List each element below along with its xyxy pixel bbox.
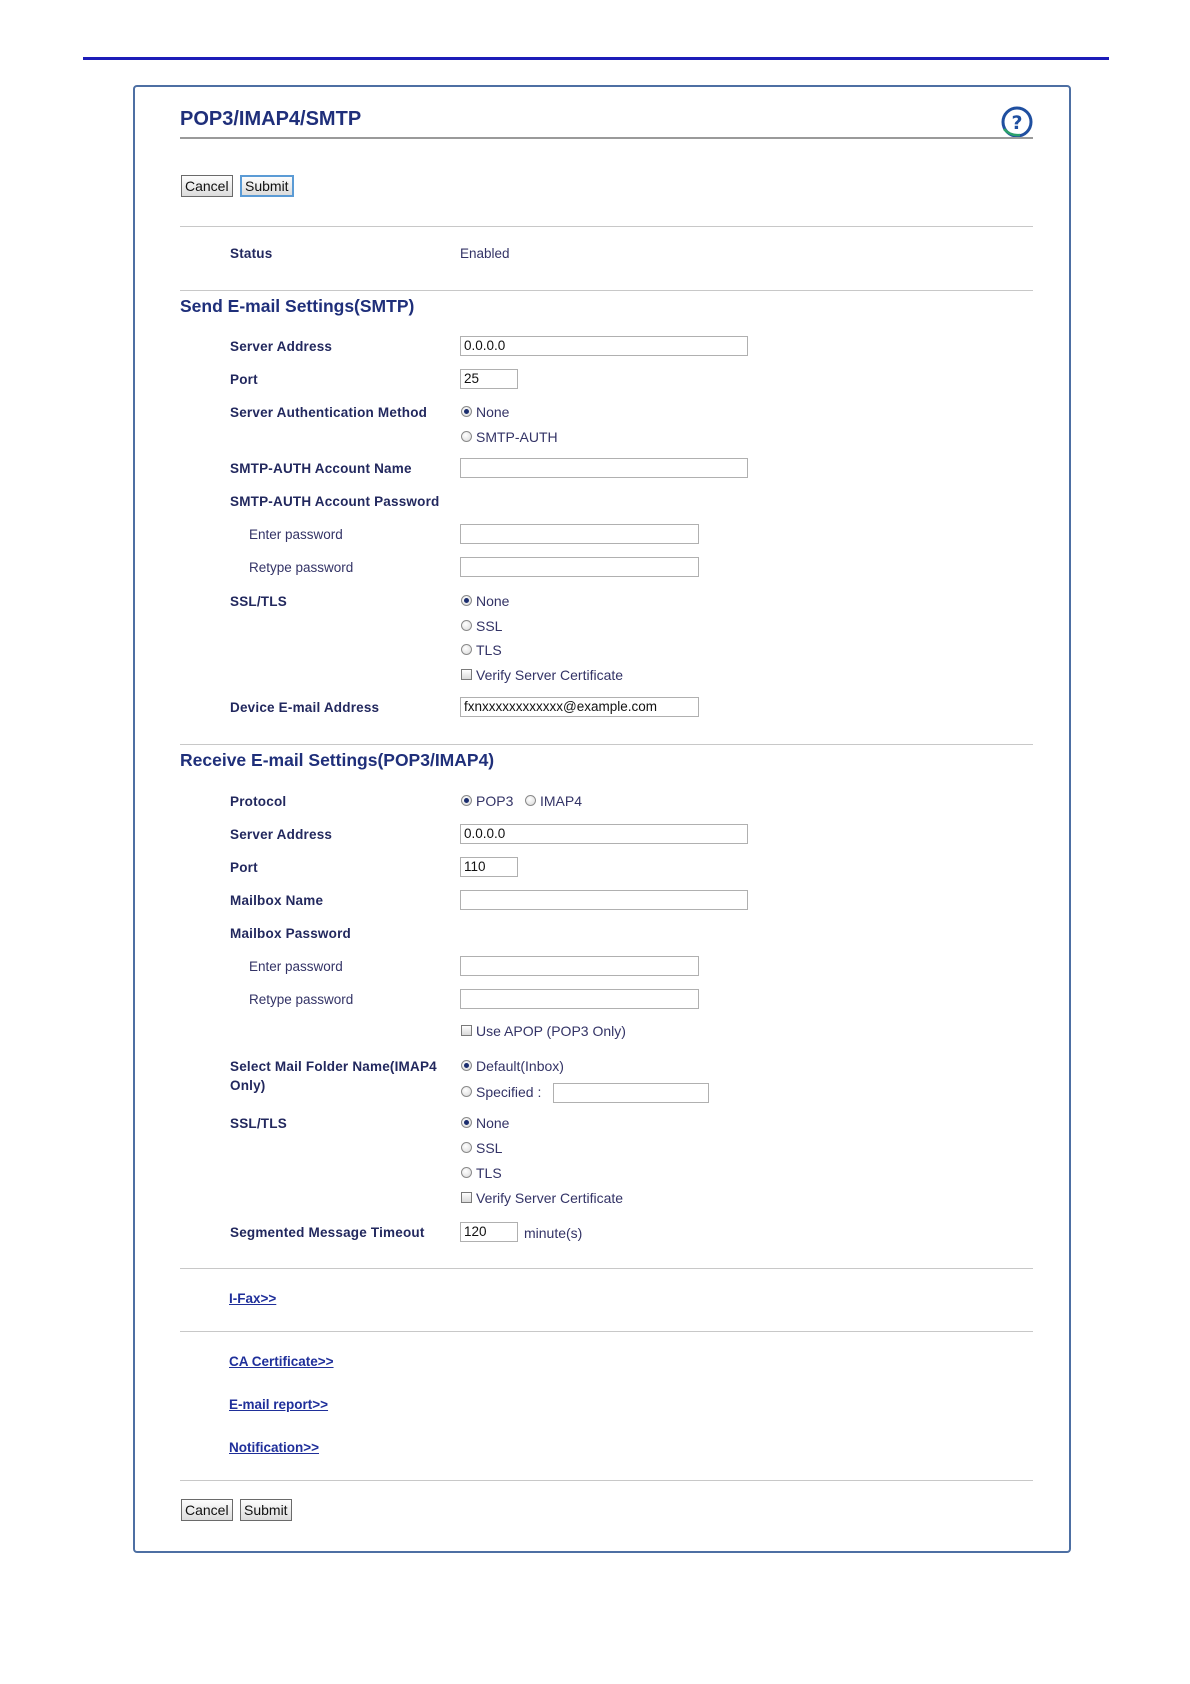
smtp-ssl-none-radio[interactable]: [461, 595, 472, 606]
protocol-imap4-label: IMAP4: [540, 793, 583, 809]
timeout-input[interactable]: 120: [460, 1222, 518, 1242]
help-icon[interactable]: [1000, 105, 1034, 139]
email-report-link[interactable]: E-mail report>>: [229, 1397, 329, 1412]
status-label: Status: [230, 246, 273, 261]
timeout-label: Segmented Message Timeout: [230, 1225, 425, 1240]
pop-ssl-ssl-label: SSL: [476, 1140, 503, 1156]
page-title: POP3/IMAP4/SMTP: [180, 108, 362, 130]
pop-retype-password-input[interactable]: [460, 989, 699, 1009]
smtp-retype-password-label: Retype password: [249, 560, 354, 575]
pop-enter-password-label: Enter password: [249, 959, 343, 974]
smtp-retype-password-input[interactable]: [460, 557, 699, 577]
pop-server-address-label: Server Address: [230, 827, 333, 842]
mailbox-name-label: Mailbox Name: [230, 893, 324, 908]
smtp-auth-smtpauth-label: SMTP-AUTH: [476, 429, 558, 445]
smtp-server-address-input[interactable]: 0.0.0.0: [460, 336, 748, 356]
smtp-ssl-tls-radio[interactable]: [461, 644, 472, 655]
pop-ssl-ssl-radio[interactable]: [461, 1142, 472, 1153]
pop-ssl-none-label: None: [476, 1115, 510, 1131]
smtp-account-password-label: SMTP-AUTH Account Password: [230, 494, 440, 509]
pop-port-input[interactable]: 110: [460, 857, 518, 877]
pop-server-address-input[interactable]: 0.0.0.0: [460, 824, 748, 844]
smtp-enter-password-input[interactable]: [460, 524, 699, 544]
smtp-ssl-label: SSL/TLS: [230, 594, 287, 609]
folder-default-radio[interactable]: [461, 1060, 472, 1071]
submit-button-top[interactable]: Submit: [240, 175, 294, 197]
submit-button-bottom[interactable]: Submit: [240, 1499, 292, 1521]
smtp-auth-smtpauth-radio[interactable]: [461, 431, 472, 442]
apop-checkbox[interactable]: [461, 1025, 472, 1036]
folder-specified-input[interactable]: [553, 1083, 709, 1103]
smtp-auth-none-radio[interactable]: [461, 406, 472, 417]
smtp-port-input[interactable]: 25: [460, 369, 518, 389]
smtp-enter-password-label: Enter password: [249, 527, 343, 542]
smtp-account-name-input[interactable]: [460, 458, 748, 478]
cancel-button-top[interactable]: Cancel: [181, 175, 233, 197]
smtp-verify-cert-label: Verify Server Certificate: [476, 667, 624, 683]
divider: [180, 744, 1033, 745]
protocol-pop3-label: POP3: [476, 793, 514, 809]
smtp-server-address-label: Server Address: [230, 339, 333, 354]
device-email-input[interactable]: fxnxxxxxxxxxxxx@example.com: [460, 697, 699, 717]
protocol-label: Protocol: [230, 794, 287, 809]
notification-link[interactable]: Notification>>: [229, 1440, 320, 1455]
top-divider-line: [83, 57, 1109, 60]
smtp-auth-method-label: Server Authentication Method: [230, 405, 428, 420]
folder-default-label: Default(Inbox): [476, 1058, 564, 1074]
protocol-pop3-radio[interactable]: [461, 795, 472, 806]
pop-verify-cert-label: Verify Server Certificate: [476, 1190, 624, 1206]
divider: [180, 226, 1033, 227]
mailbox-name-input[interactable]: [460, 890, 748, 910]
mail-folder-label-line1: Select Mail Folder Name(IMAP4: [230, 1059, 437, 1074]
device-email-label: Device E-mail Address: [230, 700, 380, 715]
divider: [180, 1268, 1033, 1269]
smtp-verify-cert-checkbox[interactable]: [461, 669, 472, 680]
smtp-port-label: Port: [230, 372, 258, 387]
pop-ssl-tls-label: TLS: [476, 1165, 502, 1181]
mailbox-password-label: Mailbox Password: [230, 926, 351, 941]
smtp-auth-none-label: None: [476, 404, 510, 420]
timeout-unit: minute(s): [524, 1225, 583, 1241]
title-underline: [180, 137, 1033, 139]
folder-specified-label: Specified :: [476, 1084, 542, 1100]
divider: [180, 1480, 1033, 1481]
pop-port-label: Port: [230, 860, 258, 875]
pop-ssl-label: SSL/TLS: [230, 1116, 287, 1131]
smtp-ssl-none-label: None: [476, 593, 510, 609]
divider: [180, 290, 1033, 291]
smtp-ssl-ssl-radio[interactable]: [461, 620, 472, 631]
pop-enter-password-input[interactable]: [460, 956, 699, 976]
svg-text:?: ?: [1011, 112, 1023, 134]
pop-section-heading: Receive E-mail Settings(POP3/IMAP4): [180, 750, 495, 770]
pop-ssl-none-radio[interactable]: [461, 1117, 472, 1128]
smtp-ssl-tls-label: TLS: [476, 642, 502, 658]
pop-verify-cert-checkbox[interactable]: [461, 1192, 472, 1203]
smtp-ssl-ssl-label: SSL: [476, 618, 503, 634]
protocol-imap4-radio[interactable]: [525, 795, 536, 806]
cancel-button-bottom[interactable]: Cancel: [181, 1499, 233, 1521]
mail-folder-label-line2: Only): [230, 1078, 266, 1093]
ifax-link[interactable]: I-Fax>>: [229, 1291, 277, 1306]
pop-ssl-tls-radio[interactable]: [461, 1167, 472, 1178]
pop-retype-password-label: Retype password: [249, 992, 354, 1007]
apop-label: Use APOP (POP3 Only): [476, 1023, 626, 1039]
smtp-section-heading: Send E-mail Settings(SMTP): [180, 296, 415, 316]
divider: [180, 1331, 1033, 1332]
status-value: Enabled: [460, 246, 510, 261]
ca-certificate-link[interactable]: CA Certificate>>: [229, 1354, 334, 1369]
smtp-account-name-label: SMTP-AUTH Account Name: [230, 461, 412, 476]
folder-specified-radio[interactable]: [461, 1086, 472, 1097]
